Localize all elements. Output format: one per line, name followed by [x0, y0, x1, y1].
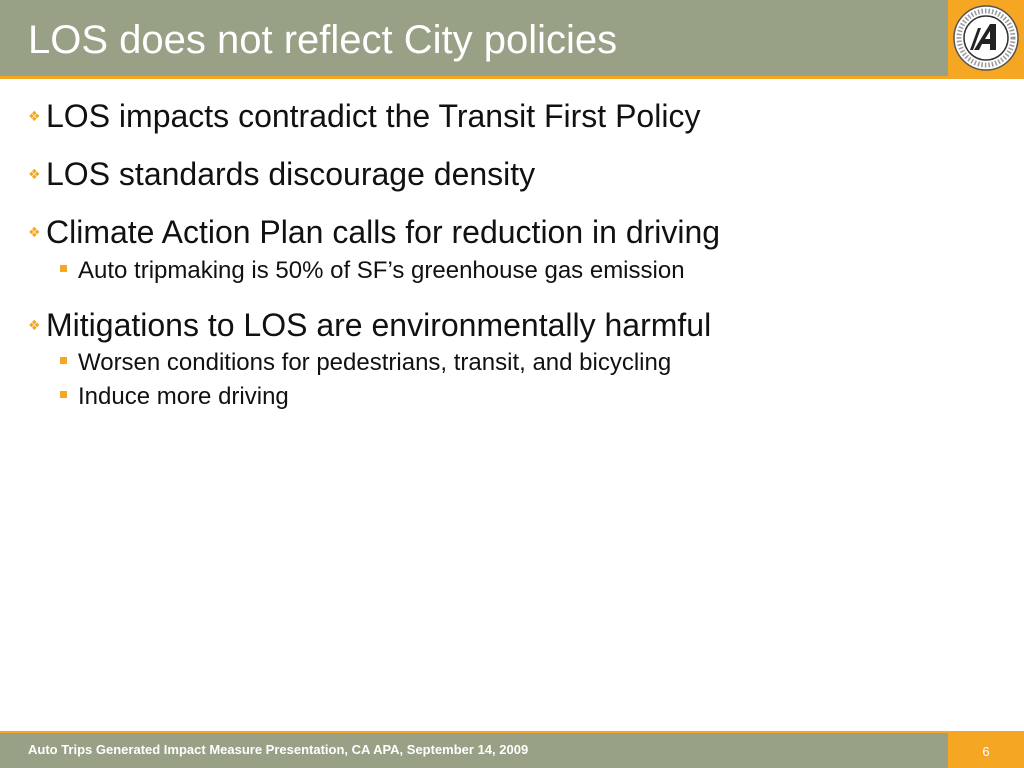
bullet-text: Climate Action Plan calls for reduction in driving: [46, 214, 721, 250]
bullet-item: [28, 96, 700, 139]
page-number: 6: [982, 744, 990, 759]
square-bullet-icon: [60, 265, 67, 272]
diamond-bullet-icon: ❖: [28, 223, 41, 240]
sub-bullet-text: Worsen conditions for pedestrians, transit, and bicycling: [78, 349, 672, 376]
diamond-bullet-icon: ❖: [28, 107, 41, 124]
sub-bullet-text: Induce more driving: [78, 383, 289, 410]
sub-bullet-text: Auto tripmaking is 50% of SF’s greenhouse gas emission: [78, 257, 685, 284]
bullet-item: [28, 154, 535, 197]
diamond-bullet-icon: ❖: [28, 165, 41, 182]
page-number-box: [948, 733, 1024, 768]
bullet-text: Mitigations to LOS are environmentally harmful: [46, 307, 712, 343]
square-bullet-icon: [60, 391, 67, 398]
sub-bullet-item: [60, 256, 685, 286]
bullet-item: [28, 305, 711, 348]
bullet-text: LOS impacts contradict the Transit First Policy: [46, 98, 701, 134]
square-bullet-icon: [60, 357, 67, 364]
slide-title: LOS does not reflect City policies: [28, 18, 618, 62]
bullet-item: [28, 212, 720, 255]
sub-bullet-item: [60, 348, 671, 378]
footer-text: Auto Trips Generated Impact Measure Presentation, CA APA, September 14, 2009: [28, 742, 529, 757]
diamond-bullet-icon: ❖: [28, 316, 41, 333]
bullet-text: LOS standards discourage density: [46, 156, 536, 192]
sub-bullet-item: [60, 382, 289, 412]
